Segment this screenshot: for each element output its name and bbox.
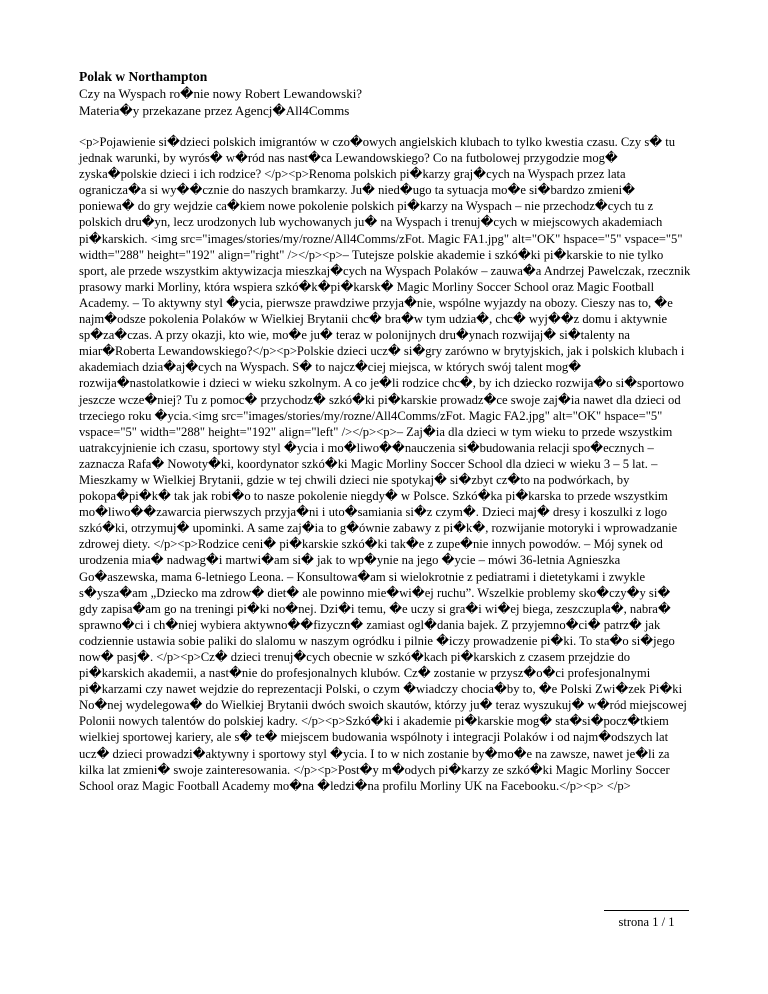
footer-divider — [604, 910, 689, 911]
article-credit: Materia�y przekazane przez Agencj�All4Comms — [79, 103, 350, 118]
page-number: strona 1 / 1 — [618, 915, 675, 929]
article-body: <p>Pojawienie si�dzieci polskich imigrantów w czo�owych angielskich klubach to tylko kwestia czasu. Czy s� tu jednak warunki, by wyrós� w�ród nas nast�ca Lewandowskiego? Co na futbolowej przygodzie mog� zyska�polskie dzieci i ich rodzice? </p><p>Renoma polskich pi�karzy graj�cych na Wyspach przez lata ogranicza�a si wy��cznie do naszych bramkarzy. Ju� nied�ugo ta sytuacja mo�e si�bardzo zmieni� poniewa� do gry wejdzie ca�kiem nowe pokolenie polskich pi�karzy na Wyspach – nie przechodz�cych tu z polskich dru�yn, lecz urodzonych lub wychowanych ju� na Wyspach i trenuj�cych w miejscowych akademiach pi�karskich. <img src="images/stories/my/rozne/All4Comms/zFot. Magic FA1.jpg" alt="OK" hspace="5" vspace="5" width="288" height="192" align="right" /></p><p>– Tutejsze polskie akademie i szkó�ki pi�karskie to nie tylko sport, ale przede wszystkim aktywizacja mieszkaj�cych na Wyspach Polaków – zauwa�a Andrzej Pawelczak, rzecznik prasowy marki Morliny, która wspiera szkó�k�pi�karsk� Magic Morliny Soccer School oraz Magic Football Academy. – To aktywny styl �ycia, pierwsze prawdziwe przyja�nie, wspólne wyjazdy na obozy. Cieszy nas to, �e najm�odsze pokolenia Polaków w Wielkiej Brytanii chc� bra�w tym udzia�, chc� wyj��z domu i aktywnie sp�za�czas. A przy okazji, kto wie, mo�e ju� teraz w polonijnych dru�ynach rozwijaj� si�talenty na miar�Roberta Lewandowskiego?</p><p>Polskie dzieci ucz� si�gry zarówno w brytyjskich, jak i polskich klubach i akademiach dzia�aj�cych na Wyspach. S� to najcz�ciej miejsca, w których swój talent mog� rozwija�nastolatkowie i dzieci w wieku szkolnym. A co je�li rodzice chc�, by ich dziecko rozwija�o si�sportowo jeszcze wcze�niej? Tu z pomoc� przychodz� szkó�ki pi�karskie prowadz�ce swoje zaj�ia nawet dla dzieci od trzeciego roku �ycia.<img src="images/stories/my/rozne/All4Comms/zFot. Magic FA2.jpg" alt="OK" hspace="5" vspace="5" width="288" height="192" align="left" /></p><p>– Zaj�ia dla dzieci w tym wieku to przede wszystkim uatrakcyjnienie ich czasu, sportowy styl �ycia i mo�liwo��nauczenia si�budowania relacji spo�ecznych – zaznacza Rafa� Nowoty�ki, koordynator szkó�ki Magic Morliny Soccer School dla dzieci w wieku 3 – 5 lat. – Mieszkamy w Wielkiej Brytanii, gdzie w tej chwili dzieci nie spotykaj� si�zbyt cz�to na podwórkach, by pokopa�pi�k� tak jak robi�o to nasze pokolenie niegdy� w Polsce. Szkó�ka pi�karska to przede wszystkim mo�liwo��zawarcia pierwszych przyja�ni i uto�samiania si�z czym�. Dzieci maj� dresy i koszulki z logo szkó�ki, otrzymuj� upominki. A same zaj�ia to g�ównie zabawy z pi�k�, rozwijanie motoryki i wprowadzanie zdrowej diety. </p><p>Rodzice ceni� pi�karskie szkó�ki tak�e z zupe�nie innych powodów. – Mój synek od urodzenia mia� nadwag�i martwi�am si� jak to wp�ynie na jego �ycie – mówi 36-letnia Agnieszka Go�aszewska, mama 6-letniego Leona. – Konsultowa�am si wielokrotnie z pediatrami i dietetykami i zwykle s�ysza�am „Dziecko ma zdrow� diet� ale powinno mie�wi�ej ruchu”. Wszelkie problemy sko�czy�y si� gdy zapisa�am go na treningi pi�ki no�nej. Dzi�i temu, �e uczy si gra�i wi�ej biega, zeszczupla�, nabra� sprawno�ci i ch�niej wybiera aktywno��fizyczn� zamiast ogl�dania bajek. Z przyjemno�ci� patrz� jak codziennie ustawia sobie paliki do slalomu w naszym ogródku i pilnie �iczy prowadzenie pi�ki. To sta�o si�jego now� pasj�. </p><p>Cz� dzieci trenuj�cych obecnie w szkó�kach pi�karskich z czasem przejdzie do pi�karskich akademii, a nast�nie do profesjonalnych klubów. Cz� zostanie w przysz�o�ci profesjonalnymi pi�karzami czy nawet wejdzie do reprezentacji Polski, o czym �wiadczy chocia�by to, �e Polski Zwi�zek Pi�ki No�nej wydelegowa� do Wielkiej Brytanii dwóch swoich skautów, którzy ju� teraz wyszukuj� w�ród miejscowej Polonii nowych talentów do polskiej kadry. </p><p>Szkó�ki i akademie pi�karskie mog� sta�si�pocz�tkiem wielkiej sportowej kariery, ale s� te� miejscem budowania wspólnoty i integracji Polaków i od najm�odszych lat ucz� dzieci prowadzi�aktywny i sportowy styl �ycia. I to w nich zostanie by�mo�e na zawsze, nawet je�li za kilka lat zmieni� swoje zainteresowania. </p><p>Post�y m�odych pi�karzy ze szkó�ki Magic Morliny Soccer School oraz Magic Football Academy mo�na �ledzi�na profilu Morliny UK na Facebooku.</p><p> </p> — [79, 135, 691, 793]
document-header — [79, 68, 699, 119]
article-title: Polak w Northampton — [79, 69, 208, 84]
article-subtitle: Czy na Wyspach ro�nie nowy Robert Lewandowski? — [79, 86, 363, 101]
